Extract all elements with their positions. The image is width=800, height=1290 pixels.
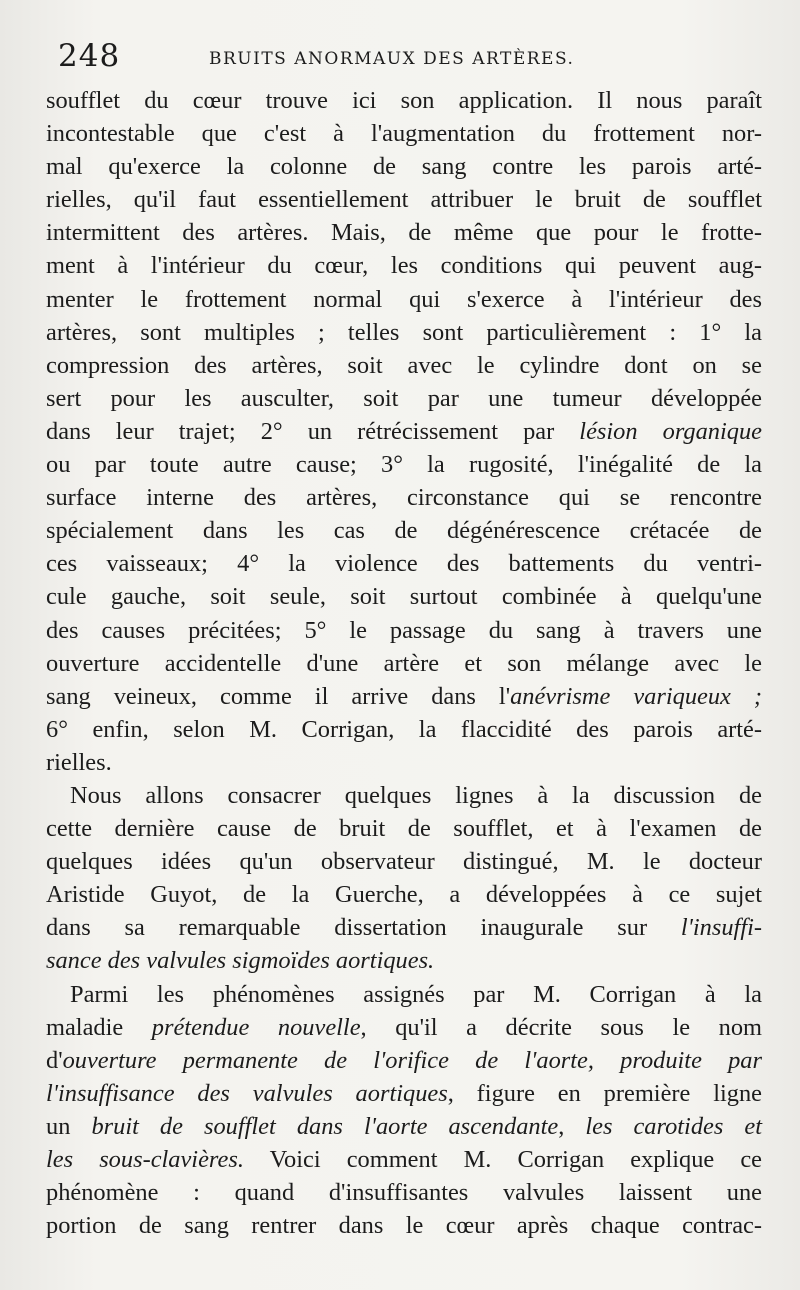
italic-span: les sous-clavières. bbox=[46, 1146, 244, 1173]
body-text bbox=[46, 84, 762, 1242]
text-span: ment à l'intérieur du cœur, les conditions qui peuvent aug- bbox=[46, 252, 762, 280]
text-line bbox=[46, 415, 762, 448]
running-title: BRUITS ANORMAUX DES ARTÈRES. bbox=[209, 49, 575, 69]
page-header bbox=[58, 38, 768, 78]
page-number: 248 bbox=[58, 38, 121, 74]
italic-span: lésion organique bbox=[579, 417, 762, 445]
text-span: maladie bbox=[46, 1013, 152, 1041]
text-line bbox=[46, 216, 762, 249]
text-line bbox=[46, 812, 762, 845]
text-line bbox=[46, 183, 762, 216]
italic-span: l'insuffi- bbox=[680, 914, 762, 942]
text-span: Voici comment M. Corrigan explique ce bbox=[243, 1146, 762, 1173]
text-line bbox=[46, 349, 762, 382]
text-line bbox=[46, 944, 762, 977]
text-span: Parmi les phénomènes assignés par M. Corrigan à la bbox=[70, 980, 762, 1008]
text-span: 6° enfin, selon M. Corrigan, la flaccidité des parois arté- bbox=[46, 715, 762, 743]
text-line bbox=[46, 316, 762, 349]
text-line bbox=[46, 1209, 762, 1242]
text-line bbox=[46, 1176, 762, 1209]
text-line bbox=[46, 514, 762, 547]
italic-span: bruit de soufflet dans l'aorte ascendante bbox=[91, 1112, 559, 1140]
text-span: des causes précitées; 5° le passage du sang à travers une bbox=[46, 616, 762, 644]
text-span: spécialement dans les cas de dégénérescence crétacée de bbox=[46, 517, 762, 545]
text-span: intermittent des artères. Mais, de même que pour le frotte- bbox=[46, 219, 762, 247]
text-span: rielles. bbox=[46, 748, 112, 776]
text-line bbox=[46, 448, 762, 481]
text-line bbox=[46, 911, 762, 944]
text-span: , qu'il a décrite sous le nom bbox=[360, 1013, 762, 1041]
text-line bbox=[46, 845, 762, 878]
text-line bbox=[46, 580, 762, 613]
italic-span: les carotides et bbox=[585, 1112, 762, 1140]
text-span: , bbox=[558, 1112, 586, 1140]
text-span: compression des artères, soit avec le cylindre dont on se bbox=[46, 351, 762, 379]
italic-span: sance des valvules sigmoïdes aortiques. bbox=[46, 947, 435, 975]
text-line bbox=[46, 150, 762, 183]
text-line bbox=[46, 614, 762, 647]
text-span: quelques idées qu'un observateur distingué, M. le docteur bbox=[46, 848, 762, 876]
text-span: dans leur trajet; 2° un rétrécissement par bbox=[46, 417, 580, 445]
text-line bbox=[46, 1143, 762, 1176]
text-span: sert pour les ausculter, soit par une tumeur développée bbox=[46, 384, 762, 412]
text-line bbox=[46, 647, 762, 680]
text-span: Aristide Guyot, de la Guerche, a développées à ce sujet bbox=[46, 881, 762, 909]
text-line bbox=[46, 680, 762, 713]
text-span: un bbox=[46, 1112, 92, 1140]
text-span: , figure en première ligne bbox=[447, 1079, 762, 1107]
italic-span: prétendue nouvelle bbox=[151, 1013, 361, 1041]
text-span: ou par toute autre cause; 3° la rugosité, l'inégalité de la bbox=[46, 451, 762, 479]
text-line bbox=[46, 1044, 762, 1077]
text-line bbox=[46, 249, 762, 282]
text-line bbox=[46, 779, 762, 812]
text-span: menter le frottement normal qui s'exerce à l'intérieur des bbox=[46, 285, 762, 313]
text-line bbox=[46, 382, 762, 415]
text-line bbox=[46, 84, 762, 117]
text-span: portion de sang rentrer dans le cœur après chaque contrac- bbox=[46, 1212, 762, 1240]
text-span: cette dernière cause de bruit de soufflet, et à l'examen de bbox=[46, 815, 762, 843]
text-span: sang veineux, comme il arrive dans l' bbox=[46, 682, 511, 710]
text-line bbox=[46, 117, 762, 150]
italic-span: ouverture permanente de l'orifice de l'aorte, produite par bbox=[62, 1046, 762, 1074]
text-span: dans sa remarquable dissertation inaugurale sur bbox=[46, 914, 681, 942]
italic-span: l'insuffisance des valvules aortiques bbox=[46, 1079, 448, 1107]
text-span: mal qu'exerce la colonne de sang contre les parois arté- bbox=[46, 153, 762, 181]
text-span: ces vaisseaux; 4° la violence des battements du ventri- bbox=[46, 550, 762, 578]
text-line bbox=[46, 713, 762, 746]
text-span: d' bbox=[46, 1046, 63, 1074]
text-line bbox=[46, 978, 762, 1011]
text-line bbox=[46, 283, 762, 316]
text-span: ouverture accidentelle d'une artère et son mélange avec le bbox=[46, 649, 762, 677]
text-span: soufflet du cœur trouve ici son application. Il nous paraît bbox=[46, 87, 762, 114]
text-line bbox=[46, 547, 762, 580]
text-line bbox=[46, 878, 762, 911]
text-span: cule gauche, soit seule, soit surtout combinée à quelqu'une bbox=[46, 583, 762, 611]
text-span: phénomène : quand d'insuffisantes valvules laissent une bbox=[46, 1179, 762, 1207]
text-line bbox=[46, 1011, 762, 1044]
text-line bbox=[46, 1077, 762, 1110]
text-line bbox=[46, 1110, 762, 1143]
text-span: artères, sont multiples ; telles sont particulièrement : 1° la bbox=[46, 318, 762, 346]
text-span: rielles, qu'il faut essentiellement attribuer le bruit de soufflet bbox=[46, 186, 762, 214]
text-span: Nous allons consacrer quelques lignes à la discussion de bbox=[70, 781, 762, 809]
text-span: surface interne des artères, circonstance qui se rencontre bbox=[46, 484, 762, 512]
text-span: incontestable que c'est à l'augmentation du frottement nor- bbox=[46, 120, 762, 148]
italic-span: anévrisme variqueux ; bbox=[510, 682, 762, 710]
text-line bbox=[46, 481, 762, 514]
text-line bbox=[46, 746, 762, 779]
